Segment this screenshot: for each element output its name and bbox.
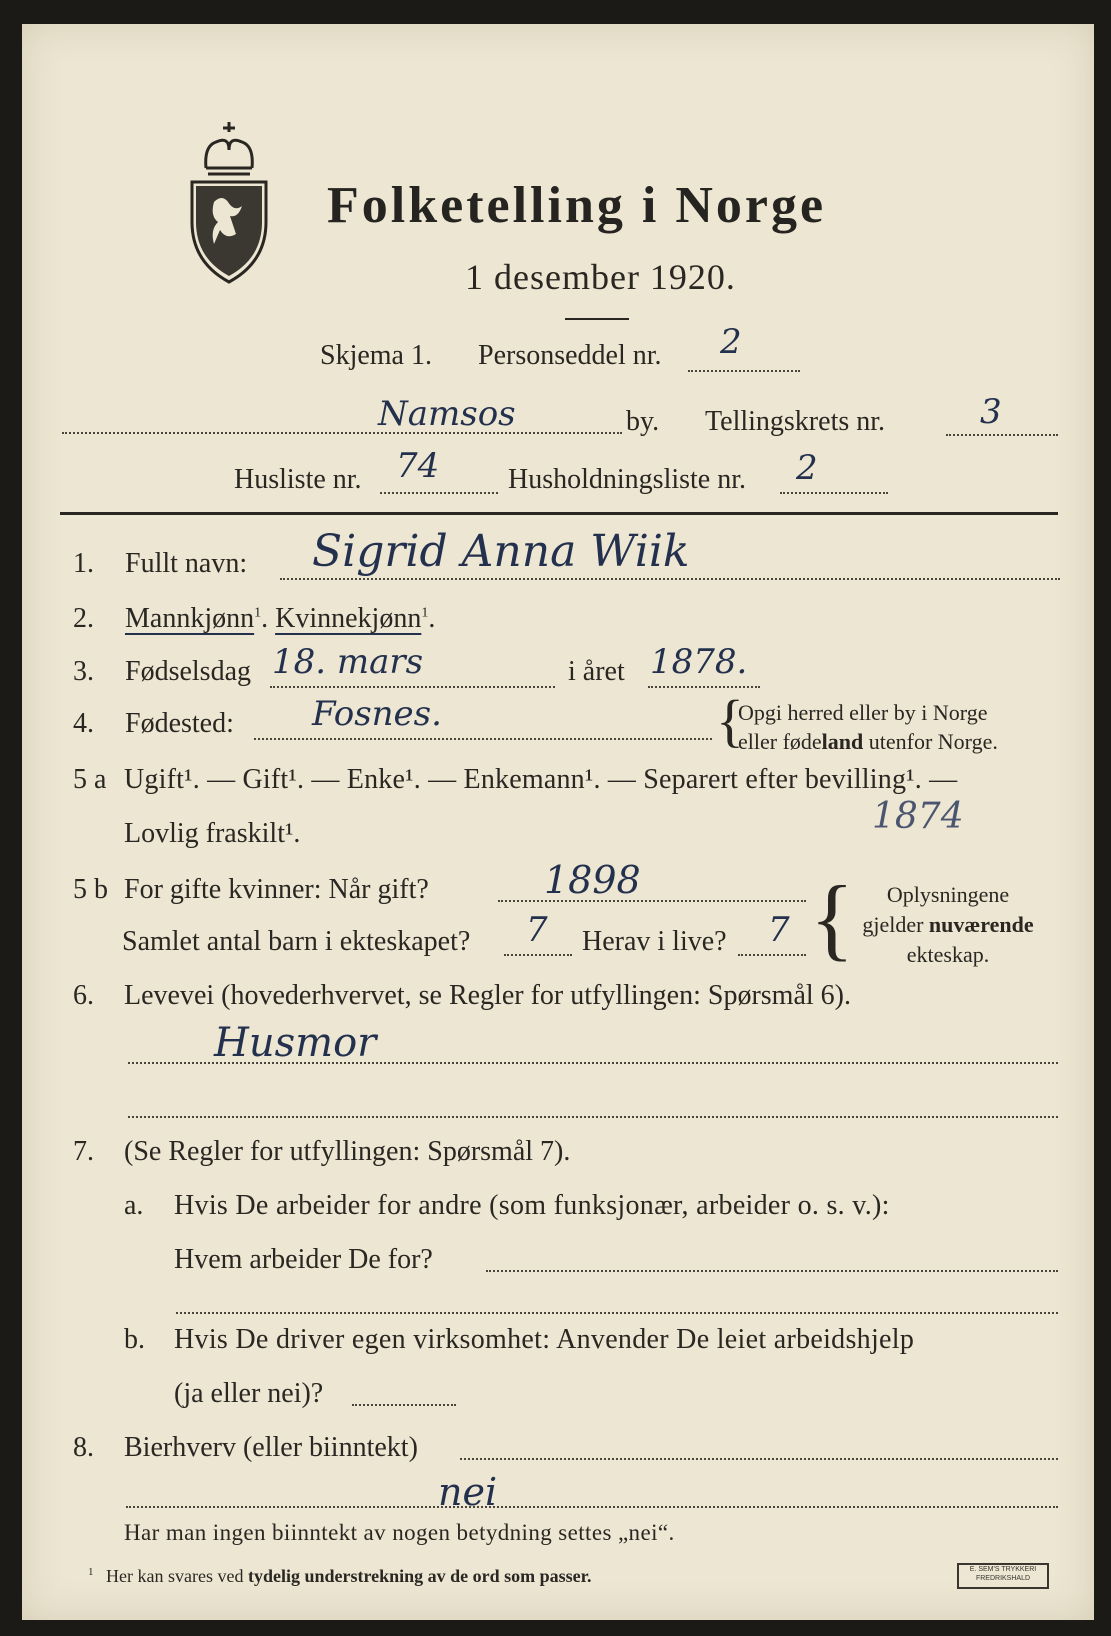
- husliste-value[interactable]: 74: [396, 446, 440, 486]
- q5b-note: Oplysningene gjelder nuværende ekteskap.: [862, 882, 1034, 967]
- children-alive-value[interactable]: 7: [768, 910, 790, 950]
- printer-stamp: E. SEM'S TRYKKERI FREDRIKSHALD: [957, 1563, 1049, 1589]
- q5b-note-brace: {: [810, 867, 855, 969]
- q3-label: Fødselsdag: [125, 656, 251, 687]
- q5b-children-label: Samlet antal barn i ekteskapet?: [122, 926, 471, 957]
- q1-label: Fullt navn:: [125, 548, 248, 579]
- tellingskrets-label: Tellingskrets nr.: [705, 406, 886, 437]
- q4-line: [254, 738, 712, 740]
- form-title: Folketelling i Norge: [327, 177, 827, 234]
- q8-line-2: [126, 1506, 1058, 1508]
- q7a-extra-line[interactable]: [176, 1312, 1058, 1314]
- q5b-children-line: [504, 954, 572, 956]
- side-income-note: Har man ingen biinntekt av nogen betydning settes „nei“.: [124, 1520, 675, 1545]
- town-value[interactable]: Namsos: [378, 394, 516, 434]
- personseddel-value[interactable]: 2: [720, 322, 742, 362]
- q7-number: 7.: [73, 1136, 94, 1167]
- husholdningsliste-line: [780, 492, 888, 494]
- husliste-line: [380, 492, 498, 494]
- title-divider: [565, 318, 629, 320]
- q8-label: Bierhverv (eller biinntekt): [124, 1432, 418, 1463]
- male-option[interactable]: Mannkjønn: [125, 603, 255, 634]
- q5a-options[interactable]: Ugift¹. — Gift¹. — Enke¹. — Enkemann¹. — Separert efter bevilling¹. —: [124, 764, 958, 795]
- q6-line-1: [128, 1062, 1058, 1064]
- q2-number: 2.: [73, 603, 94, 634]
- census-date: 1 desember 1920.: [465, 257, 736, 297]
- q7-label: (Se Regler for utfyllingen: Spørsmål 7).: [124, 1136, 571, 1167]
- q1-line: [280, 578, 1060, 580]
- children-value[interactable]: 7: [526, 910, 548, 950]
- q4-note-brace: {: [716, 688, 744, 753]
- q7a-letter: a.: [124, 1190, 144, 1221]
- female-option[interactable]: Kvinnekjønn: [275, 603, 422, 634]
- q5a-number: 5 a: [73, 764, 107, 795]
- q7b-letter: b.: [124, 1324, 145, 1355]
- married-year-value[interactable]: 1898: [544, 858, 641, 902]
- q5b-alive-line: [738, 954, 806, 956]
- birthplace-value[interactable]: Fosnes.: [312, 694, 442, 734]
- q5a-options-line2[interactable]: Lovlig fraskilt¹.: [124, 818, 301, 849]
- schema-label: Skjema 1.: [320, 340, 432, 371]
- q6-line-2: [128, 1116, 1058, 1118]
- q6-number: 6.: [73, 980, 94, 1011]
- tellingskrets-line: [946, 434, 1058, 436]
- q5b-label: For gifte kvinner: Når gift?: [124, 874, 429, 905]
- q7b-help-line[interactable]: [352, 1404, 456, 1406]
- personseddel-line: [688, 370, 800, 372]
- q7b-help-label: (ja eller nei)?: [174, 1378, 324, 1409]
- header-rule: [60, 512, 1058, 515]
- husliste-label: Husliste nr.: [234, 464, 362, 495]
- q7a-employer-line[interactable]: [486, 1270, 1058, 1272]
- q7b-question: Hvis De driver egen virksomhet: Anvender De leiet arbeidshjelp: [174, 1324, 915, 1355]
- birth-year-value[interactable]: 1878.: [650, 642, 748, 682]
- occupation-value[interactable]: Husmor: [214, 1020, 377, 1066]
- town-line: [62, 432, 622, 434]
- tellingskrets-value[interactable]: 3: [980, 392, 1002, 432]
- husholdningsliste-value[interactable]: 2: [796, 448, 818, 488]
- q5b-alive-label: Herav i live?: [582, 926, 727, 957]
- q5b-number: 5 b: [73, 874, 108, 905]
- q7a-employer-label: Hvem arbeider De for?: [174, 1244, 433, 1275]
- q3-day-line: [270, 686, 555, 688]
- side-income-value[interactable]: nei: [438, 1470, 498, 1514]
- q4-label: Fødested:: [125, 708, 234, 739]
- by-label: by.: [626, 406, 660, 437]
- q2-sex-options: Mannkjønn$^1$. Kvinnekjønn$^1$.: [125, 603, 436, 634]
- q3-year-label: i året: [568, 656, 625, 687]
- norwegian-coat-of-arms-icon: [186, 120, 272, 286]
- footnote: $^1$ Her kan svares ved tydelig understrekning av de ord som passer.: [88, 1566, 592, 1586]
- full-name-value[interactable]: Sigrid Anna Wiik: [312, 526, 690, 577]
- q8-line-1: [460, 1458, 1058, 1460]
- q4-note: Opgi herred eller by i Norge eller fødeland utenfor Norge.: [738, 700, 998, 754]
- q5a-margin-note: 1874: [872, 796, 964, 837]
- q3-number: 3.: [73, 656, 94, 687]
- q8-number: 8.: [73, 1432, 94, 1463]
- personseddel-label: Personseddel nr.: [478, 340, 662, 371]
- q6-label: Levevei (hovederhvervet, se Regler for utfyllingen: Spørsmål 6).: [124, 980, 851, 1011]
- q1-number: 1.: [73, 548, 94, 579]
- birthday-value[interactable]: 18. mars: [272, 642, 424, 682]
- q7a-question: Hvis De arbeider for andre (som funksjonær, arbeider o. s. v.):: [174, 1190, 890, 1221]
- q4-number: 4.: [73, 708, 94, 739]
- husholdningsliste-label: Husholdningsliste nr.: [508, 464, 747, 495]
